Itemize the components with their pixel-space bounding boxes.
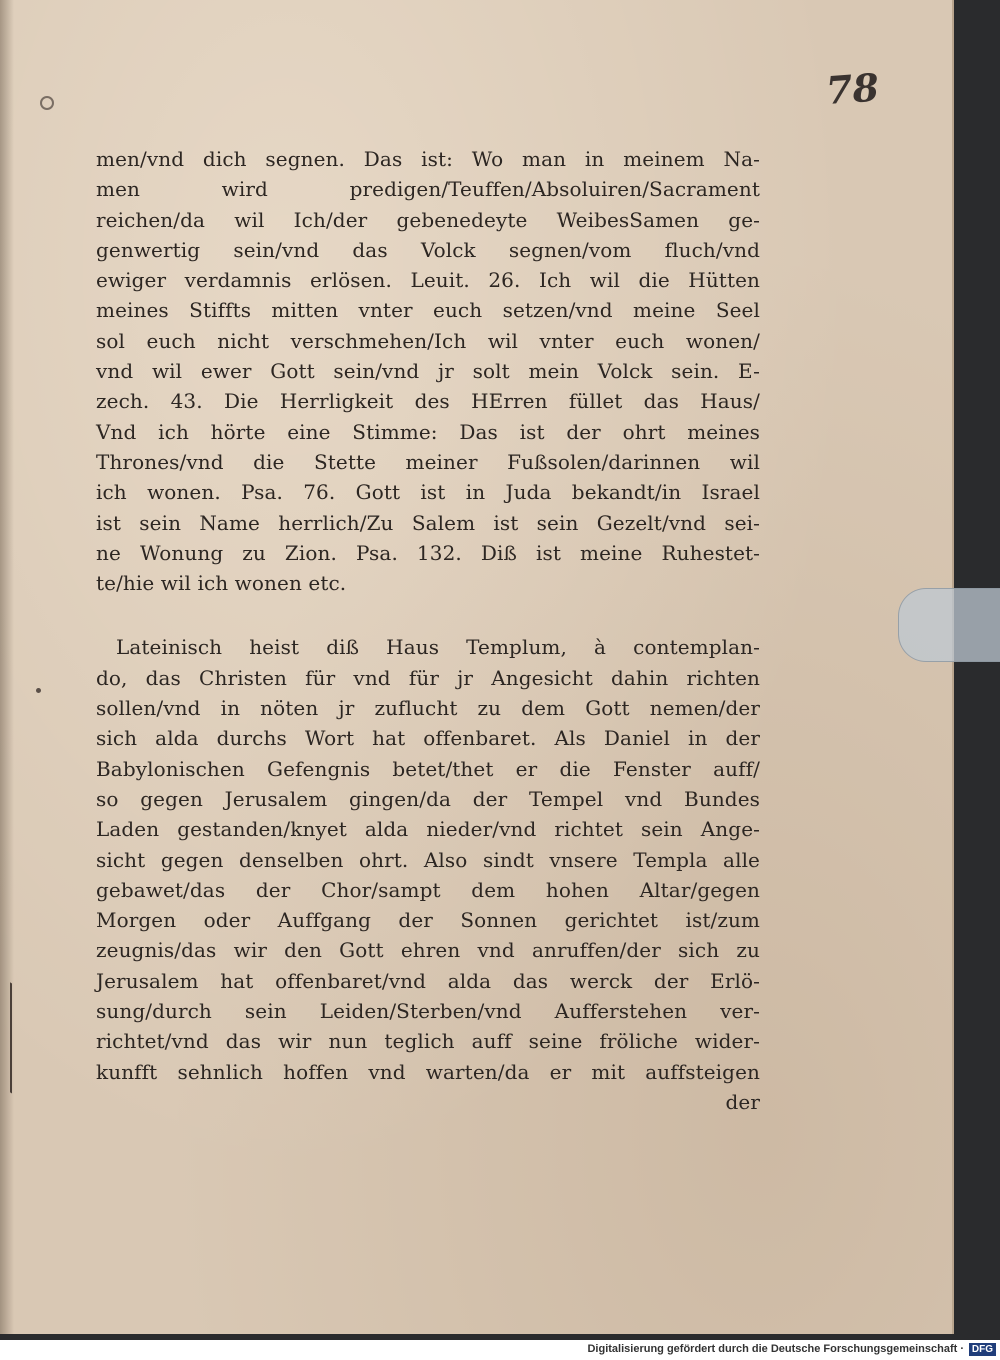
text-line: Thrones/vnd die Stette meiner Fußsolen/darinnen wil xyxy=(96,449,760,474)
text-line: gebawet/das der Chor/sampt dem hohen Altar/gegen xyxy=(96,877,760,902)
ink-dot xyxy=(36,688,41,693)
text-line: Jerusalem hat offenbaret/vnd alda das werck der Erlö- xyxy=(96,968,760,993)
catchword: der xyxy=(725,1089,760,1114)
text-line: vnd wil ewer Gott sein/vnd jr solt mein Volck sein. E- xyxy=(96,359,760,384)
text-line: ist sein Name herrlich/Zu Salem ist sein Gezelt/vnd sei- xyxy=(96,510,760,535)
page-marker-tab xyxy=(898,588,1000,662)
text-line: genwertig sein/vnd das Volck segnen/vom fluch/vnd xyxy=(96,237,760,262)
text-line: Babylonischen Gefengnis betet/thet er die Fenster auff/ xyxy=(96,756,760,781)
text-line: sicht gegen denselben ohrt. Also sindt vnsere Templa alle xyxy=(96,847,760,872)
text-line: Morgen oder Auffgang der Sonnen gerichtet ist/zum xyxy=(96,908,760,933)
page-number: 78 xyxy=(824,64,881,114)
text-line: so gegen Jerusalem gingen/da der Tempel vnd Bundes xyxy=(96,786,760,811)
dfg-logo-icon: DFG xyxy=(969,1343,996,1356)
footer-bar xyxy=(0,1340,1000,1360)
text-line: do, das Christen für vnd für jr Angesicht dahin richten xyxy=(96,665,760,690)
margin-pencil-mark xyxy=(0,977,12,1094)
spine-shadow xyxy=(0,0,14,1334)
text-line: richtet/vnd das wir nun teglich auff seine fröliche wider- xyxy=(96,1029,760,1054)
text-line: men/vnd dich segnen. Das ist: Wo man in meinem Na- xyxy=(96,147,760,171)
paragraph-2 xyxy=(96,632,760,1117)
body-text xyxy=(96,144,760,1117)
text-line: sol euch nicht verschmehen/Ich wil vnter euch wonen/ xyxy=(96,328,760,353)
paragraph-1 xyxy=(96,144,760,598)
text-line: Laden gestanden/knyet alda nieder/vnd richtet sein Ange- xyxy=(96,817,760,842)
text-line: men wird predigen/Teuffen/Absoluiren/Sacrament xyxy=(96,177,760,202)
text-line: zeugnis/das wir den Gott ehren vnd anruffen/der sich zu xyxy=(96,938,760,963)
text-line: ich wonen. Psa. 76. Gott ist in Juda bekandt/in Israel xyxy=(96,480,760,505)
text-line: Lateinisch heist diß Haus Templum, à contemplan- xyxy=(116,635,760,660)
text-line: sich alda durchs Wort hat offenbaret. Als Daniel in der xyxy=(96,726,760,751)
text-line: sollen/vnd in nöten jr zuflucht zu dem Gott nemen/der xyxy=(96,696,760,721)
text-line: kunfft sehnlich hoffen vnd warten/da er mit auffsteigen xyxy=(96,1059,760,1084)
text-line: zech. 43. Die Herrligkeit des HErren füllet das Haus/ xyxy=(96,389,760,414)
stain-mark xyxy=(40,96,54,110)
text-line: te/hie wil ich wonen etc. xyxy=(96,571,347,596)
text-line: ne Wonung zu Zion. Psa. 132. Diß ist meine Ruhestet- xyxy=(96,540,760,565)
text-line: Vnd ich hörte eine Stimme: Das ist der ohrt meines xyxy=(96,419,760,444)
paragraph-gap xyxy=(96,598,760,632)
text-line: sung/durch sein Leiden/Sterben/vnd Aufferstehen ver- xyxy=(96,999,760,1024)
text-line: meines Stiffts mitten vnter euch setzen/vnd meine Seel xyxy=(96,298,760,323)
funding-credit: Digitalisierung gefördert durch die Deutsche Forschungsgemeinschaft · xyxy=(587,1343,964,1355)
text-line: reichen/da wil Ich/der gebenedeyte WeibesSamen ge- xyxy=(96,207,760,232)
text-line: ewiger verdamnis erlösen. Leuit. 26. Ich wil die Hütten xyxy=(96,268,760,293)
